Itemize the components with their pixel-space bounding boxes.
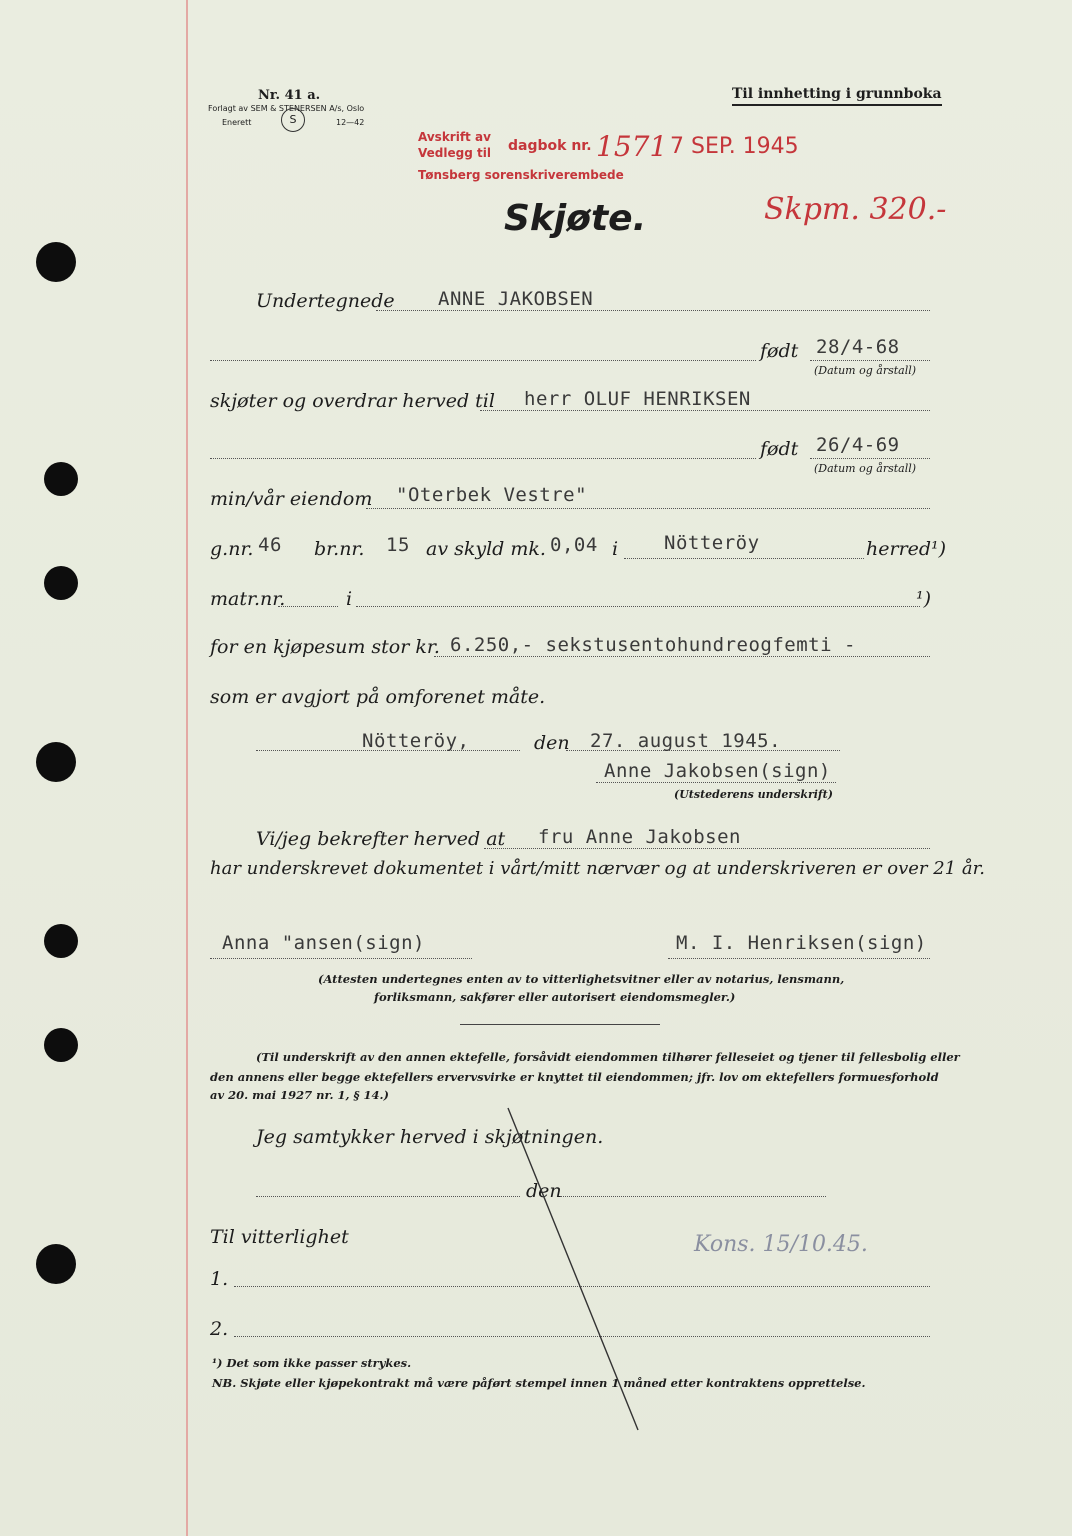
witness-line-2: 2. (210, 1318, 229, 1340)
registration-note: Til innhetting i grunnboka (732, 86, 942, 106)
dotted-line (668, 958, 930, 959)
dotted-line (810, 458, 930, 459)
dotted-line (210, 360, 756, 361)
spouse-note-line3: av 20. mai 1927 nr. 1, § 14.) (210, 1088, 389, 1102)
publisher-line: Forlagt av SEM & STENERSEN A/s, Oslo (208, 104, 365, 113)
confirm-text: har underskrevet dokumentet i vårt/mitt nærvær og at underskriveren er over 21 år. (210, 858, 985, 879)
stamp-date: 7 SEP. 1945 (670, 134, 799, 159)
attest-note-line2: forliksmann, sakfører eller autorisert eiendomsmegler.) (374, 990, 736, 1004)
stamp-dagbok-label: dagbok nr. (508, 138, 592, 154)
dotted-line (210, 958, 472, 959)
witness1-signature: Anna "ansen(sign) (222, 932, 425, 954)
fodt-label: født (760, 340, 799, 362)
eiendom-label: min/vår eiendom (210, 488, 373, 510)
stamp-line2: Vedlegg til (418, 146, 491, 160)
punch-hole (44, 1028, 78, 1062)
datum-note: (Datum og årstall) (814, 364, 917, 377)
consent-den: den (526, 1180, 562, 1202)
matr-end: ¹) (916, 588, 932, 610)
undertegnede-value: ANNE JAKOBSEN (438, 288, 594, 310)
punch-hole (44, 924, 78, 958)
publisher-logo: S (281, 108, 305, 132)
dotted-line (356, 606, 920, 607)
skjoter-value: herr OLUF HENRIKSEN (524, 388, 751, 410)
kjopesum-value: 6.250,- sekstusentohundreogfemti - (450, 634, 856, 656)
matr-label: matr.nr. (210, 588, 286, 610)
dotted-line (376, 310, 930, 311)
fodt-label: født (760, 438, 799, 460)
stamp-office: Tønsberg sorenskriverembede (418, 168, 624, 182)
datum-note: (Datum og årstall) (814, 462, 917, 475)
vitterlighet-label: Til vitterlighet (210, 1226, 349, 1248)
dotted-line (596, 782, 836, 783)
dotted-line (366, 508, 930, 509)
confirm-label: Vi/jeg bekrefter herved at (256, 828, 506, 850)
spouse-note-line2: den annens eller begge ektefellers ervervsvirke er knyttet til eiendommen; jfr. lov om ektefellers formuesforhold (210, 1070, 939, 1084)
footnote-1: ¹) Det som ikke passer strykes. (212, 1356, 412, 1370)
signature-note: (Utstederens underskrift) (674, 788, 833, 801)
skyld-value: 0,04 (550, 534, 598, 556)
herred-value: Nötteröy (664, 532, 760, 554)
herred-label: herred¹) (866, 538, 947, 560)
gnr-value: 46 (258, 534, 282, 556)
avgjort-text: som er avgjort på omforenet måte. (210, 686, 546, 708)
confirm-value: fru Anne Jakobsen (538, 826, 741, 848)
stamp-dagbok-number: 1571 (596, 130, 668, 163)
punch-hole (36, 1244, 76, 1284)
attest-note-line1: (Attesten undertegnes enten av to vitterlighetsvitner eller av notarius, lensmann, (318, 972, 845, 986)
dotted-line (810, 360, 930, 361)
dotted-line (484, 848, 930, 849)
consent-text: Jeg samtykker herved i skjøtningen. (256, 1126, 604, 1148)
undertegnede-label: Undertegnede (256, 290, 395, 312)
divider (460, 1024, 660, 1025)
gnr-label: g.nr. (210, 538, 254, 560)
handwritten-date: Kons. 15/10.45. (694, 1232, 868, 1257)
dotted-line (210, 458, 756, 459)
punch-hole (36, 242, 76, 282)
form-number: Nr. 41 a. (258, 88, 321, 103)
handwritten-fee: Skpm. 320.- (764, 192, 947, 227)
footnote-2: NB. Skjøte eller kjøpekontrakt må være påført stempel innen 1 måned etter kontraktens opprettelse. (212, 1376, 866, 1390)
dotted-line (434, 656, 930, 657)
dotted-line (256, 1196, 520, 1197)
witness2-signature: M. I. Henriksen(sign) (676, 932, 927, 954)
i-label: i (612, 538, 619, 560)
dotted-line (624, 558, 864, 559)
eiendom-value: "Oterbek Vestre" (396, 484, 588, 506)
skjoter-label: skjøter og overdrar herved til (210, 390, 495, 412)
matr-i-label: i (346, 588, 353, 610)
document-title: Skjøte. (504, 198, 647, 239)
den-label: den (534, 732, 570, 754)
punch-hole (36, 742, 76, 782)
signature-value: Anne Jakobsen(sign) (604, 760, 831, 782)
date-value: 27. august 1945. (590, 730, 782, 752)
fodt1-value: 28/4-68 (816, 336, 900, 358)
red-margin-line (186, 0, 188, 1536)
fodt2-value: 26/4-69 (816, 434, 900, 456)
publisher-enerett: Enerett (222, 118, 252, 127)
brnr-label: br.nr. (314, 538, 365, 560)
spouse-note-line1: (Til underskrift av den annen ektefelle, forsåvidt eiendommen tilhører felleseiet og tjener til fellesbolig eller (256, 1050, 960, 1064)
stamp-line1: Avskrift av (418, 130, 491, 144)
dotted-line (278, 606, 338, 607)
publisher-code: 12—42 (336, 118, 365, 127)
brnr-value: 15 (386, 534, 410, 556)
punch-hole (44, 462, 78, 496)
dotted-line (480, 410, 930, 411)
kjopesum-label: for en kjøpesum stor kr. (210, 636, 440, 658)
witness-line-1: 1. (210, 1268, 229, 1290)
skyld-label: av skyld mk. (426, 538, 546, 560)
place-value: Nötteröy, (362, 730, 470, 752)
punch-hole (44, 566, 78, 600)
